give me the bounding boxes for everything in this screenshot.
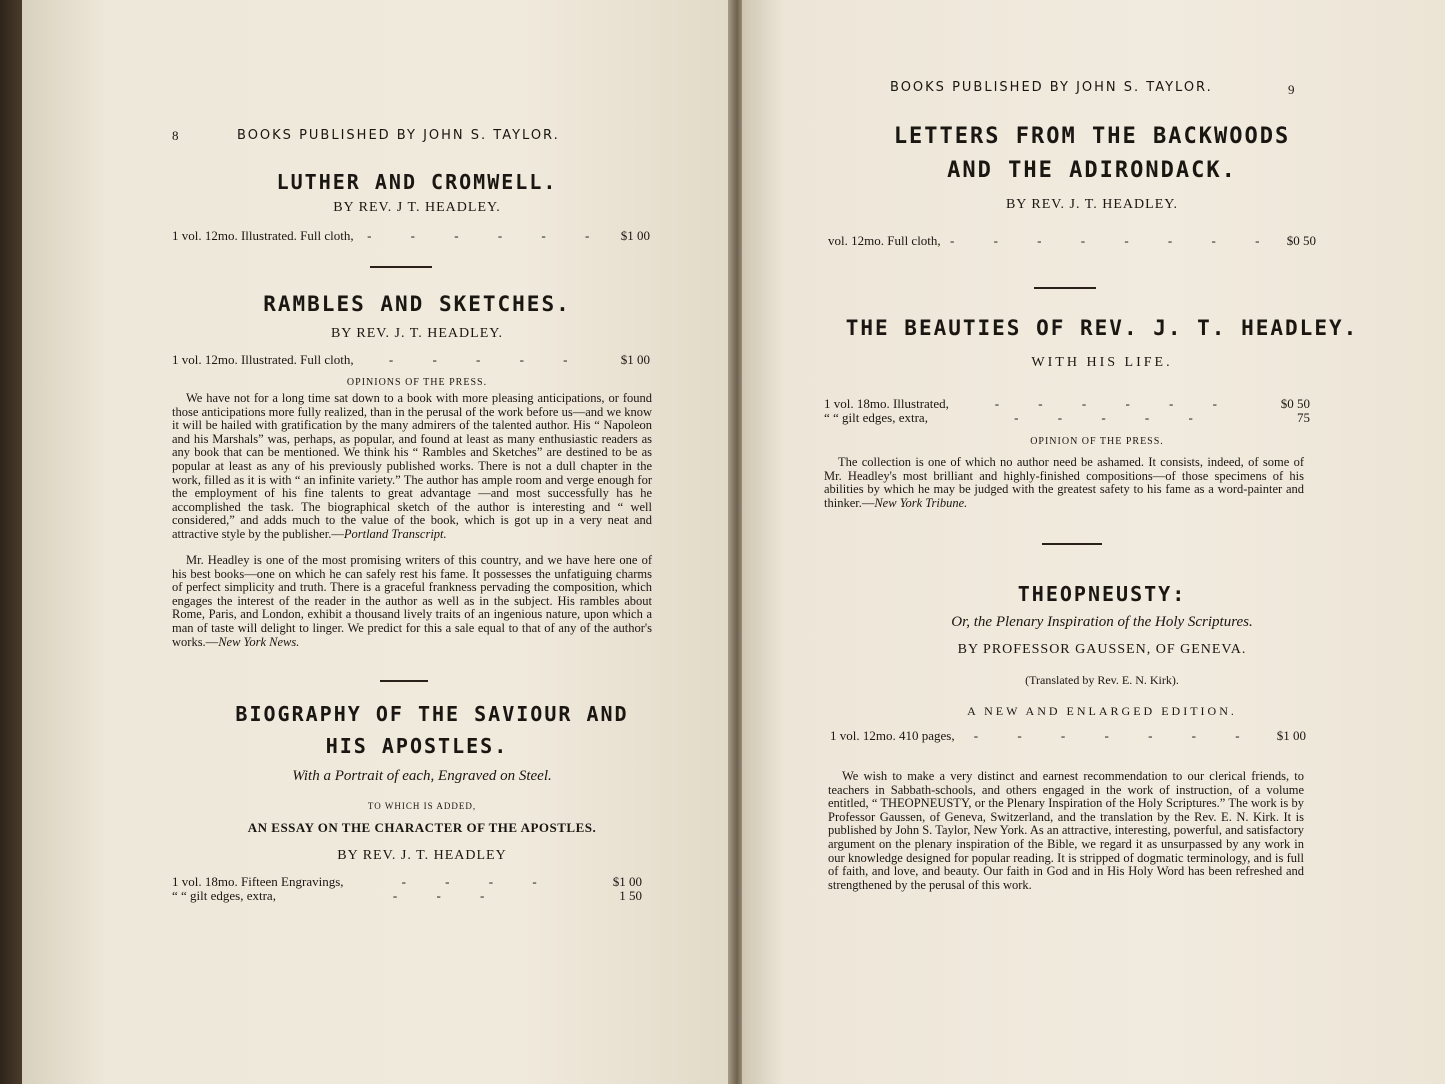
byline: BY PROFESSOR GAUSSEN, OF GENEVA. xyxy=(957,642,1247,657)
review-text: The collection is one of which no author need be ashamed. It consists, indeed, of some of Mr. Headley's most brilliant and highly-finished compositions—of those specimens of his abilities by which he may be judged with the greatest safety to his fame as a word-painter and thinker.— xyxy=(824,455,1304,510)
price-description: 1 vol. 18mo. Fifteen Engravings, xyxy=(172,874,344,889)
byline: BY REV. J. T. HEADLEY. xyxy=(1005,197,1179,212)
book-title: BIOGRAPHY OF THE SAVIOUR AND xyxy=(235,702,629,726)
book-title: LUTHER AND CROMWELL. xyxy=(276,170,558,194)
review-source: New York News. xyxy=(218,634,300,649)
book-title: RAMBLES AND SKETCHES. xyxy=(263,292,571,316)
price: $0 50 xyxy=(1286,233,1316,248)
price: $1 00 xyxy=(1276,728,1306,743)
edition-note: A NEW AND ENLARGED EDITION. xyxy=(967,704,1237,718)
price: $0 50 xyxy=(1280,396,1310,411)
price-description: “ “ gilt edges, extra, xyxy=(172,888,276,903)
leader-dots: - - - xyxy=(392,888,503,903)
review-source: Portland Transcript. xyxy=(343,526,447,541)
book-cover-edge xyxy=(0,0,22,1084)
byline: BY REV. J T. HEADLEY. xyxy=(333,200,501,215)
leader-dots: - - - - - - xyxy=(994,396,1235,411)
price-row xyxy=(172,228,650,244)
left-page xyxy=(22,0,732,1084)
price-row xyxy=(824,410,1310,426)
running-head: BOOKS PUBLISHED BY JOHN S. TAYLOR. xyxy=(890,80,1213,95)
section-divider xyxy=(380,680,428,682)
review-paragraph xyxy=(172,554,652,649)
price: 1 50 xyxy=(619,888,642,903)
leader-dots: - - - - - xyxy=(1014,410,1211,425)
book-subtitle: Or, the Plenary Inspiration of the Holy Scriptures. xyxy=(951,614,1253,630)
review-paragraph xyxy=(172,392,652,542)
page-number: 9 xyxy=(1288,82,1295,97)
byline: BY REV. J. T. HEADLEY xyxy=(337,848,507,863)
review-paragraph: We wish to make a very distinct and earnest recommendation to our clerical friends, to teachers in Sabbath-schools, and others engaged in the work of instruction, of a volume entitled, “ THEOPNEUSTY, or the Plenary Inspiration of the Holy Scriptures.” The work is by Professor Gaussen, of Geneva, Switzerland, and the translation by the Rev. E. N. Kirk. It is published by John S. Taylor, New York. As an attractive, interesting, powerful, and satisfactory argument on the plenary inspiration of the Bible, we regard it as unsurpassed by any work in our knowledge designed for popular reading. It is stripped of dogmatic terminology, and is full of faith, and love, and beauty. Our faith in God and in His Holy Word has been refreshed and strengthened by the perusal of this work. xyxy=(828,769,1304,892)
book-title: THEOPNEUSTY: xyxy=(1017,582,1187,606)
leader-dots: - - - - - - - - xyxy=(950,233,1278,248)
price-description: 1 vol. 18mo. Illustrated, xyxy=(824,396,949,411)
leader-dots: - - - - - - - xyxy=(973,728,1258,743)
price: 75 xyxy=(1297,410,1310,425)
price-description: 1 vol. 12mo. Illustrated. Full cloth, xyxy=(172,228,354,243)
book-title: AND THE ADIRONDACK. xyxy=(947,158,1237,183)
price-row xyxy=(830,728,1306,744)
price: $1 00 xyxy=(620,352,650,367)
review-text: Mr. Headley is one of the most promising writers of this country, and we have here one of his best books—one on which he can safely rest his fame. It possesses the unfatiguing charms of perfect simplicity and truth. There is a graceful frankness pervading the composition, which engages the interest of the reader in the author as well as in the subject. His rambles about Rome, Paris, and London, exhibit a thousand lively traits of an ingenious nature, upon which a man of taste will delight to linger. We predict for this a sale equal to that of any of the author's works.— xyxy=(172,553,652,649)
translator-note: (Translated by Rev. E. N. Kirk). xyxy=(1025,673,1179,687)
section-divider xyxy=(1034,287,1096,289)
price-row xyxy=(172,352,650,368)
byline: BY REV. J. T. HEADLEY. xyxy=(330,326,504,341)
book-title: THE BEAUTIES OF REV. J. T. HEADLEY. xyxy=(845,316,1359,340)
page-number: 8 xyxy=(172,128,179,143)
price: $1 00 xyxy=(620,228,650,243)
opinions-heading: OPINION OF THE PRESS. xyxy=(1030,436,1164,447)
price-description: vol. 12mo. Full cloth, xyxy=(828,233,941,248)
price-row xyxy=(172,888,642,904)
price-row xyxy=(828,233,1316,249)
running-head: BOOKS PUBLISHED BY JOHN S. TAYLOR. xyxy=(237,128,560,143)
book-title: LETTERS FROM THE BACKWOODS xyxy=(893,124,1291,149)
review-source: New York Tribune. xyxy=(874,495,968,510)
section-divider xyxy=(370,266,432,268)
price-description: 1 vol. 12mo. 410 pages, xyxy=(830,728,955,743)
price: $1 00 xyxy=(612,874,642,889)
review-text: We have not for a long time sat down to a book with more pleasing anticipations, or found those anticipations more fully realized, than in the perusal of the work before us—and we know it will be hailed with gratification by the many admirers of the talented author. His “ Napoleon and his Marshals” was, perhaps, as popular, and found at least as many enthusiastic readers as any book that can be mentioned. We think his “ Rambles and Sketches” are destined to be as popular at least as any of his previously published works. There is not a dull chapter in the work, filled as it is with “ an infinite variety.” The author has ample room and verge enough for the employment of his fine talents to great advantage —and most successfully has he accomplished the task. The biographical sketch of the author is interesting and “ well considered,” and adds much to the value of the book, which is got up in a very neat and attractive style by the publisher.— xyxy=(172,391,652,541)
leader-dots: - - - - - xyxy=(388,352,586,367)
review-paragraph xyxy=(824,456,1304,510)
price-description: 1 vol. 12mo. Illustrated. Full cloth, xyxy=(172,352,354,367)
book-subtitle: With a Portrait of each, Engraved on Steel. xyxy=(292,768,552,784)
book-subtitle: WITH HIS LIFE. xyxy=(1031,355,1173,370)
section-divider xyxy=(1042,543,1102,545)
added-note: TO WHICH IS ADDED, xyxy=(367,801,477,811)
right-page xyxy=(742,0,1445,1084)
essay-title: AN ESSAY ON THE CHARACTER OF THE APOSTLES. xyxy=(247,820,597,835)
price-description: “ “ gilt edges, extra, xyxy=(824,410,928,425)
book-title: HIS APOSTLES. xyxy=(325,734,509,758)
leader-dots: - - - - xyxy=(401,874,555,889)
opinions-heading: OPINIONS OF THE PRESS. xyxy=(346,377,488,388)
leader-dots: - - - - - - xyxy=(367,228,608,243)
